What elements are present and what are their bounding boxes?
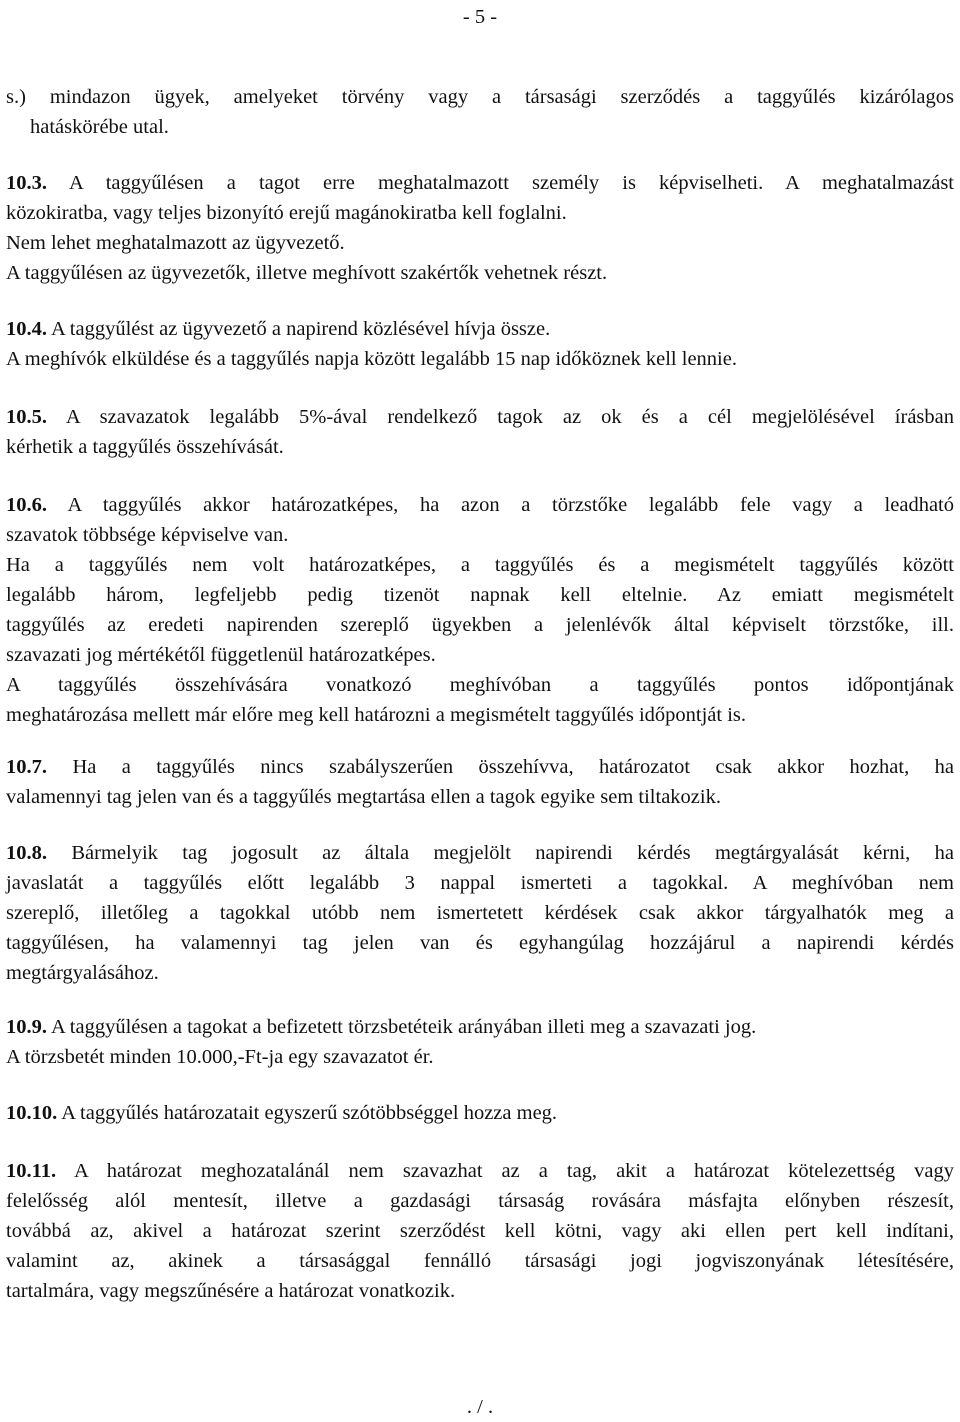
- section-line: valamennyi tag jelen van és a taggyűlés megtartása ellen a tagok egyike sem tiltakozik.: [6, 786, 721, 808]
- item-s-line-1: mindazon ügyek, amelyeket törvény vagy a társasági szerződés a taggyűlés kizárólagos: [49, 86, 955, 108]
- item-s-line-2: hatáskörébe utal.: [30, 116, 169, 138]
- item-s: [6, 82, 954, 142]
- section-number: 10.9.: [6, 1016, 47, 1038]
- section-10-9: [6, 1012, 954, 1072]
- section-line: taggyűlés az eredeti napirenden szereplő ügyekben a jelenlévők által képviselt törzstőke, ill.: [6, 614, 954, 636]
- section-10-7: [6, 752, 954, 812]
- section-number: 10.5.: [6, 406, 47, 428]
- page-number: - 5 -: [462, 6, 498, 28]
- section-line: A meghívók elküldése és a taggyűlés napja között legalább 15 nap időköznek kell lennie.: [6, 348, 737, 370]
- section-line: továbbá az, akivel a határozat szerint szerződést kell kötni, vagy aki ellen pert kell indítani,: [6, 1220, 954, 1242]
- section-10-4: [6, 314, 954, 374]
- section-10-8: [6, 838, 954, 988]
- section-line: A taggyűlésen az ügyvezetők, illetve meghívott szakértők vehetnek részt.: [6, 262, 608, 284]
- section-line: A törzsbetét minden 10.000,-Ft-ja egy szavazatot ér.: [6, 1046, 434, 1068]
- section-line: Ha a taggyűlés nem volt határozatképes, a taggyűlés és a megismételt taggyűlés között: [6, 554, 954, 576]
- section-first-line: A szavazatok legalább 5%-ával rendelkező tagok az ok és a cél megjelölésével írásban: [65, 406, 954, 428]
- section-10-11: [6, 1156, 954, 1306]
- section-line: meghatározása mellett már előre meg kell határozni a megismételt taggyűlés időpontját is.: [6, 704, 747, 726]
- section-line: valamint az, akinek a társasággal fennálló társasági jogi jogviszonyának létesítésére,: [6, 1250, 954, 1272]
- page-continuation-mark: . / .: [466, 1396, 494, 1418]
- section-line: szereplő, illetőleg a tagokkal utóbb nem ismertetett kérdések csak akkor tárgyalhatók meg a: [6, 902, 954, 924]
- section-first-line: A határozat meghozatalánál nem szavazhat az a tag, akit a határozat kötelezettség vagy: [74, 1160, 954, 1182]
- section-number: 10.7.: [6, 756, 47, 778]
- section-10-3: [6, 168, 954, 288]
- section-first-line: A taggyűlés határozatait egyszerű szótöbbséggel hozza meg.: [61, 1102, 558, 1124]
- section-line: A taggyűlés összehívására vonatkozó meghívóban a taggyűlés pontos időpontjának: [6, 674, 954, 696]
- section-10-5: [6, 402, 954, 462]
- section-line: közokiratba, vagy teljes bizonyító erejű magánokiratba kell foglalni.: [6, 202, 567, 224]
- section-line: kérhetik a taggyűlés összehívását.: [6, 436, 284, 458]
- section-number: 10.11.: [6, 1160, 57, 1182]
- section-first-line: A taggyűlésen a tagot erre meghatalmazott személy is képviselheti. A meghatalmazást: [68, 172, 954, 194]
- section-10-10: [6, 1098, 954, 1128]
- section-line: szavatok többsége képviselve van.: [6, 524, 289, 546]
- section-first-line: A taggyűlés akkor határozatképes, ha azon a törzstőke legalább fele vagy a leadható: [67, 494, 954, 516]
- section-line: javaslatát a taggyűlés előtt legalább 3 nappal ismerteti a tagokkal. A meghívóban nem: [6, 872, 954, 894]
- section-line: Nem lehet meghatalmazott az ügyvezető.: [6, 232, 345, 254]
- section-first-line: A taggyűlést az ügyvezető a napirend közlésével hívja össze.: [51, 318, 551, 340]
- section-number: 10.8.: [6, 842, 47, 864]
- section-first-line: Bármelyik tag jogosult az általa megjelölt napirendi kérdés megtárgyalását kérni, ha: [71, 842, 954, 864]
- item-s-label: s.): [6, 86, 26, 108]
- section-number: 10.3.: [6, 172, 47, 194]
- section-first-line: A taggyűlésen a tagokat a befizetett törzsbetéteik arányában illeti meg a szavazati jog.: [51, 1016, 757, 1038]
- section-number: 10.6.: [6, 494, 47, 516]
- section-number: 10.10.: [6, 1102, 58, 1124]
- section-number: 10.4.: [6, 318, 47, 340]
- section-line: megtárgyalásához.: [6, 962, 159, 984]
- section-line: taggyűlésen, ha valamennyi tag jelen van és egyhangúlag hozzájárul a napirendi kérdés: [6, 932, 954, 954]
- section-line: tartalmára, vagy megszűnésére a határozat vonatkozik.: [6, 1280, 456, 1302]
- section-line: legalább három, legfeljebb pedig tizenöt napnak kell eltelnie. Az emiatt megismételt: [6, 584, 954, 606]
- section-first-line: Ha a taggyűlés nincs szabályszerűen összehívva, határozatot csak akkor hozhat, ha: [72, 756, 955, 778]
- section-line: szavazati jog mértékétől függetlenül határozatképes.: [6, 644, 436, 666]
- section-line: felelősség alól mentesít, illetve a gazdasági társaság rovására másfajta előnyben részesít,: [6, 1190, 954, 1212]
- section-10-6: [6, 490, 954, 730]
